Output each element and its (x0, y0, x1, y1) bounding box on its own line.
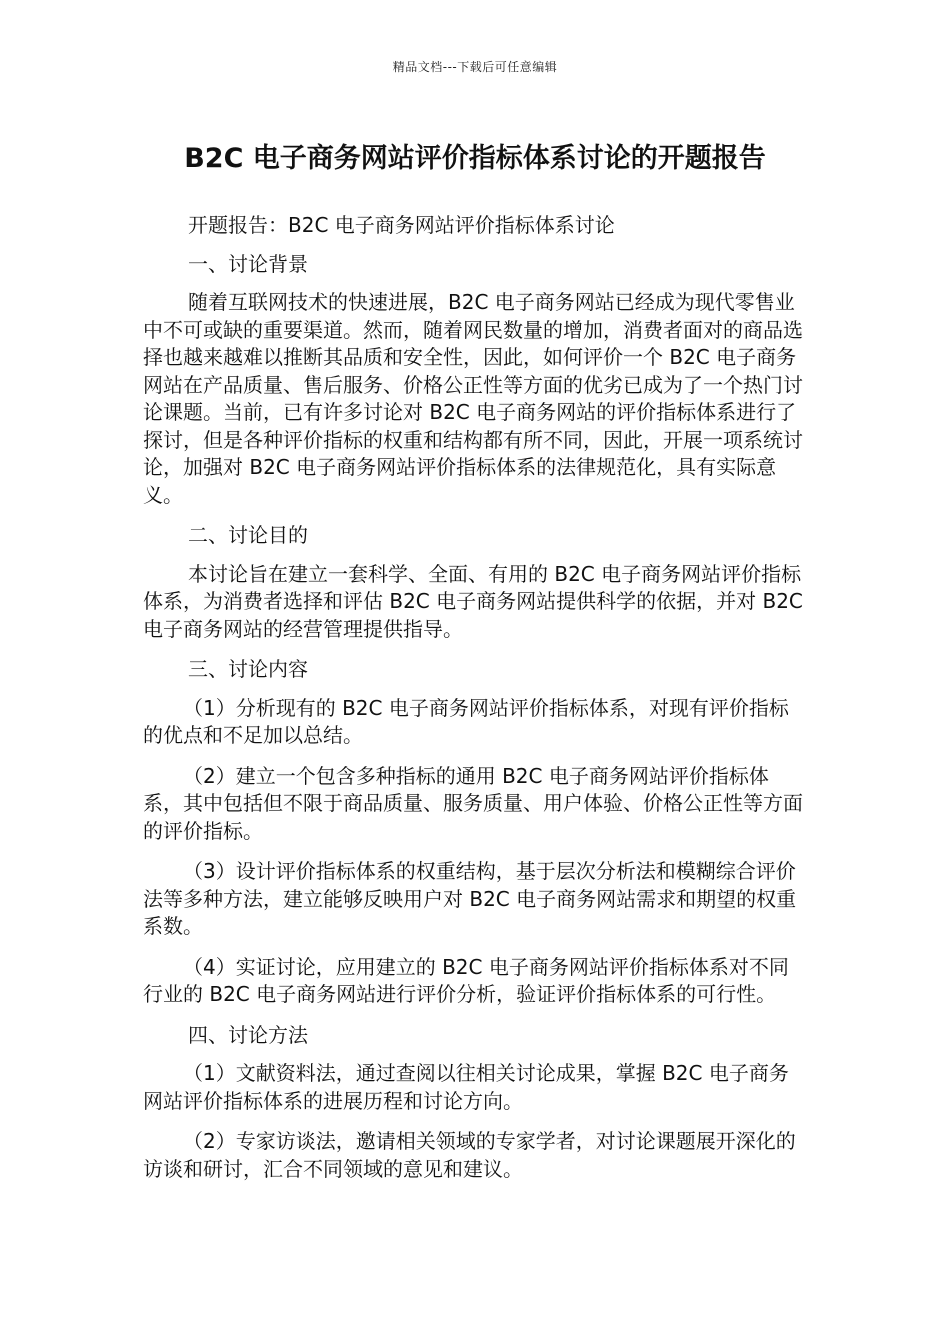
section-heading-purpose: 二、讨论目的 (188, 523, 308, 547)
section-heading-background: 一、讨论背景 (188, 251, 308, 276)
section-heading-content: 三、讨论内容 (188, 657, 308, 681)
method-item: （1）文献资料法，通过查阅以往相关讨论成果，掌握 B2C 电子商务网站评价指标体系的进展历程和讨论方向。 (143, 1061, 789, 1113)
content-item: （2）建立一个包含多种指标的通用 B2C 电子商务网站评价指标体系，其中包括但不限于商品质量、服务质量、用户体验、价格公正性等方面的评价指标。 (143, 763, 803, 843)
method-item: （2）专家访谈法，邀请相关领域的专家学者，对讨论课题展开深化的访谈和研讨，汇合不同领域的意见和建议。 (143, 1129, 796, 1181)
content-item: （3）设计评价指标体系的权重结构，基于层次分析法和模糊综合评价法等多种方法，建立能够反映用户对 B2C 电子商务网站需求和期望的权重系数。 (143, 859, 797, 938)
section-heading-methods: 四、讨论方法 (188, 1022, 308, 1047)
section-body-background: 随着互联网技术的快速进展，B2C 电子商务网站已经成为现代零售业中不可或缺的重要渠道。然而，随着网民数量的增加，消费者面对的商品选择也越来越难以推断其品质和安全性，因此，如何评价一个 B2C 电子商务网站在产品质量、售后服务、价格公正性等方面的优劣已成为了一个热门讨论课题。当前，已有许多讨论对 B2C 电子商务网站的评价指标体系进行了探讨，但是各种评价指标的权重和结构都有所不同，因此，开展一项系统讨论，加强对 B2C 电子商务网站评价指标体系的法律规范化，具有实际意义。 (143, 290, 803, 507)
header-note: 精品文档---下载后可任意编辑 (392, 60, 558, 74)
content-item: （4）实证讨论，应用建立的 B2C 电子商务网站评价指标体系对不同行业的 B2C 电子商务网站进行评价分析，验证评价指标体系的可行性。 (143, 954, 789, 1006)
document-body (143, 212, 807, 1196)
section-body-purpose: 本讨论旨在建立一套科学、全面、有用的 B2C 电子商务网站评价指标体系，为消费者选择和评估 B2C 电子商务网站提供科学的依据，并对 B2C 电子商务网站的经营管理提供指导。 (143, 561, 803, 641)
content-item: （1）分析现有的 B2C 电子商务网站评价指标体系，对现有评价指标的优点和不足加以总结。 (143, 695, 789, 747)
document-title: B2C 电子商务网站评价指标体系讨论的开题报告 (184, 143, 766, 174)
intro-line: 开题报告：B2C 电子商务网站评价指标体系讨论 (188, 213, 615, 237)
